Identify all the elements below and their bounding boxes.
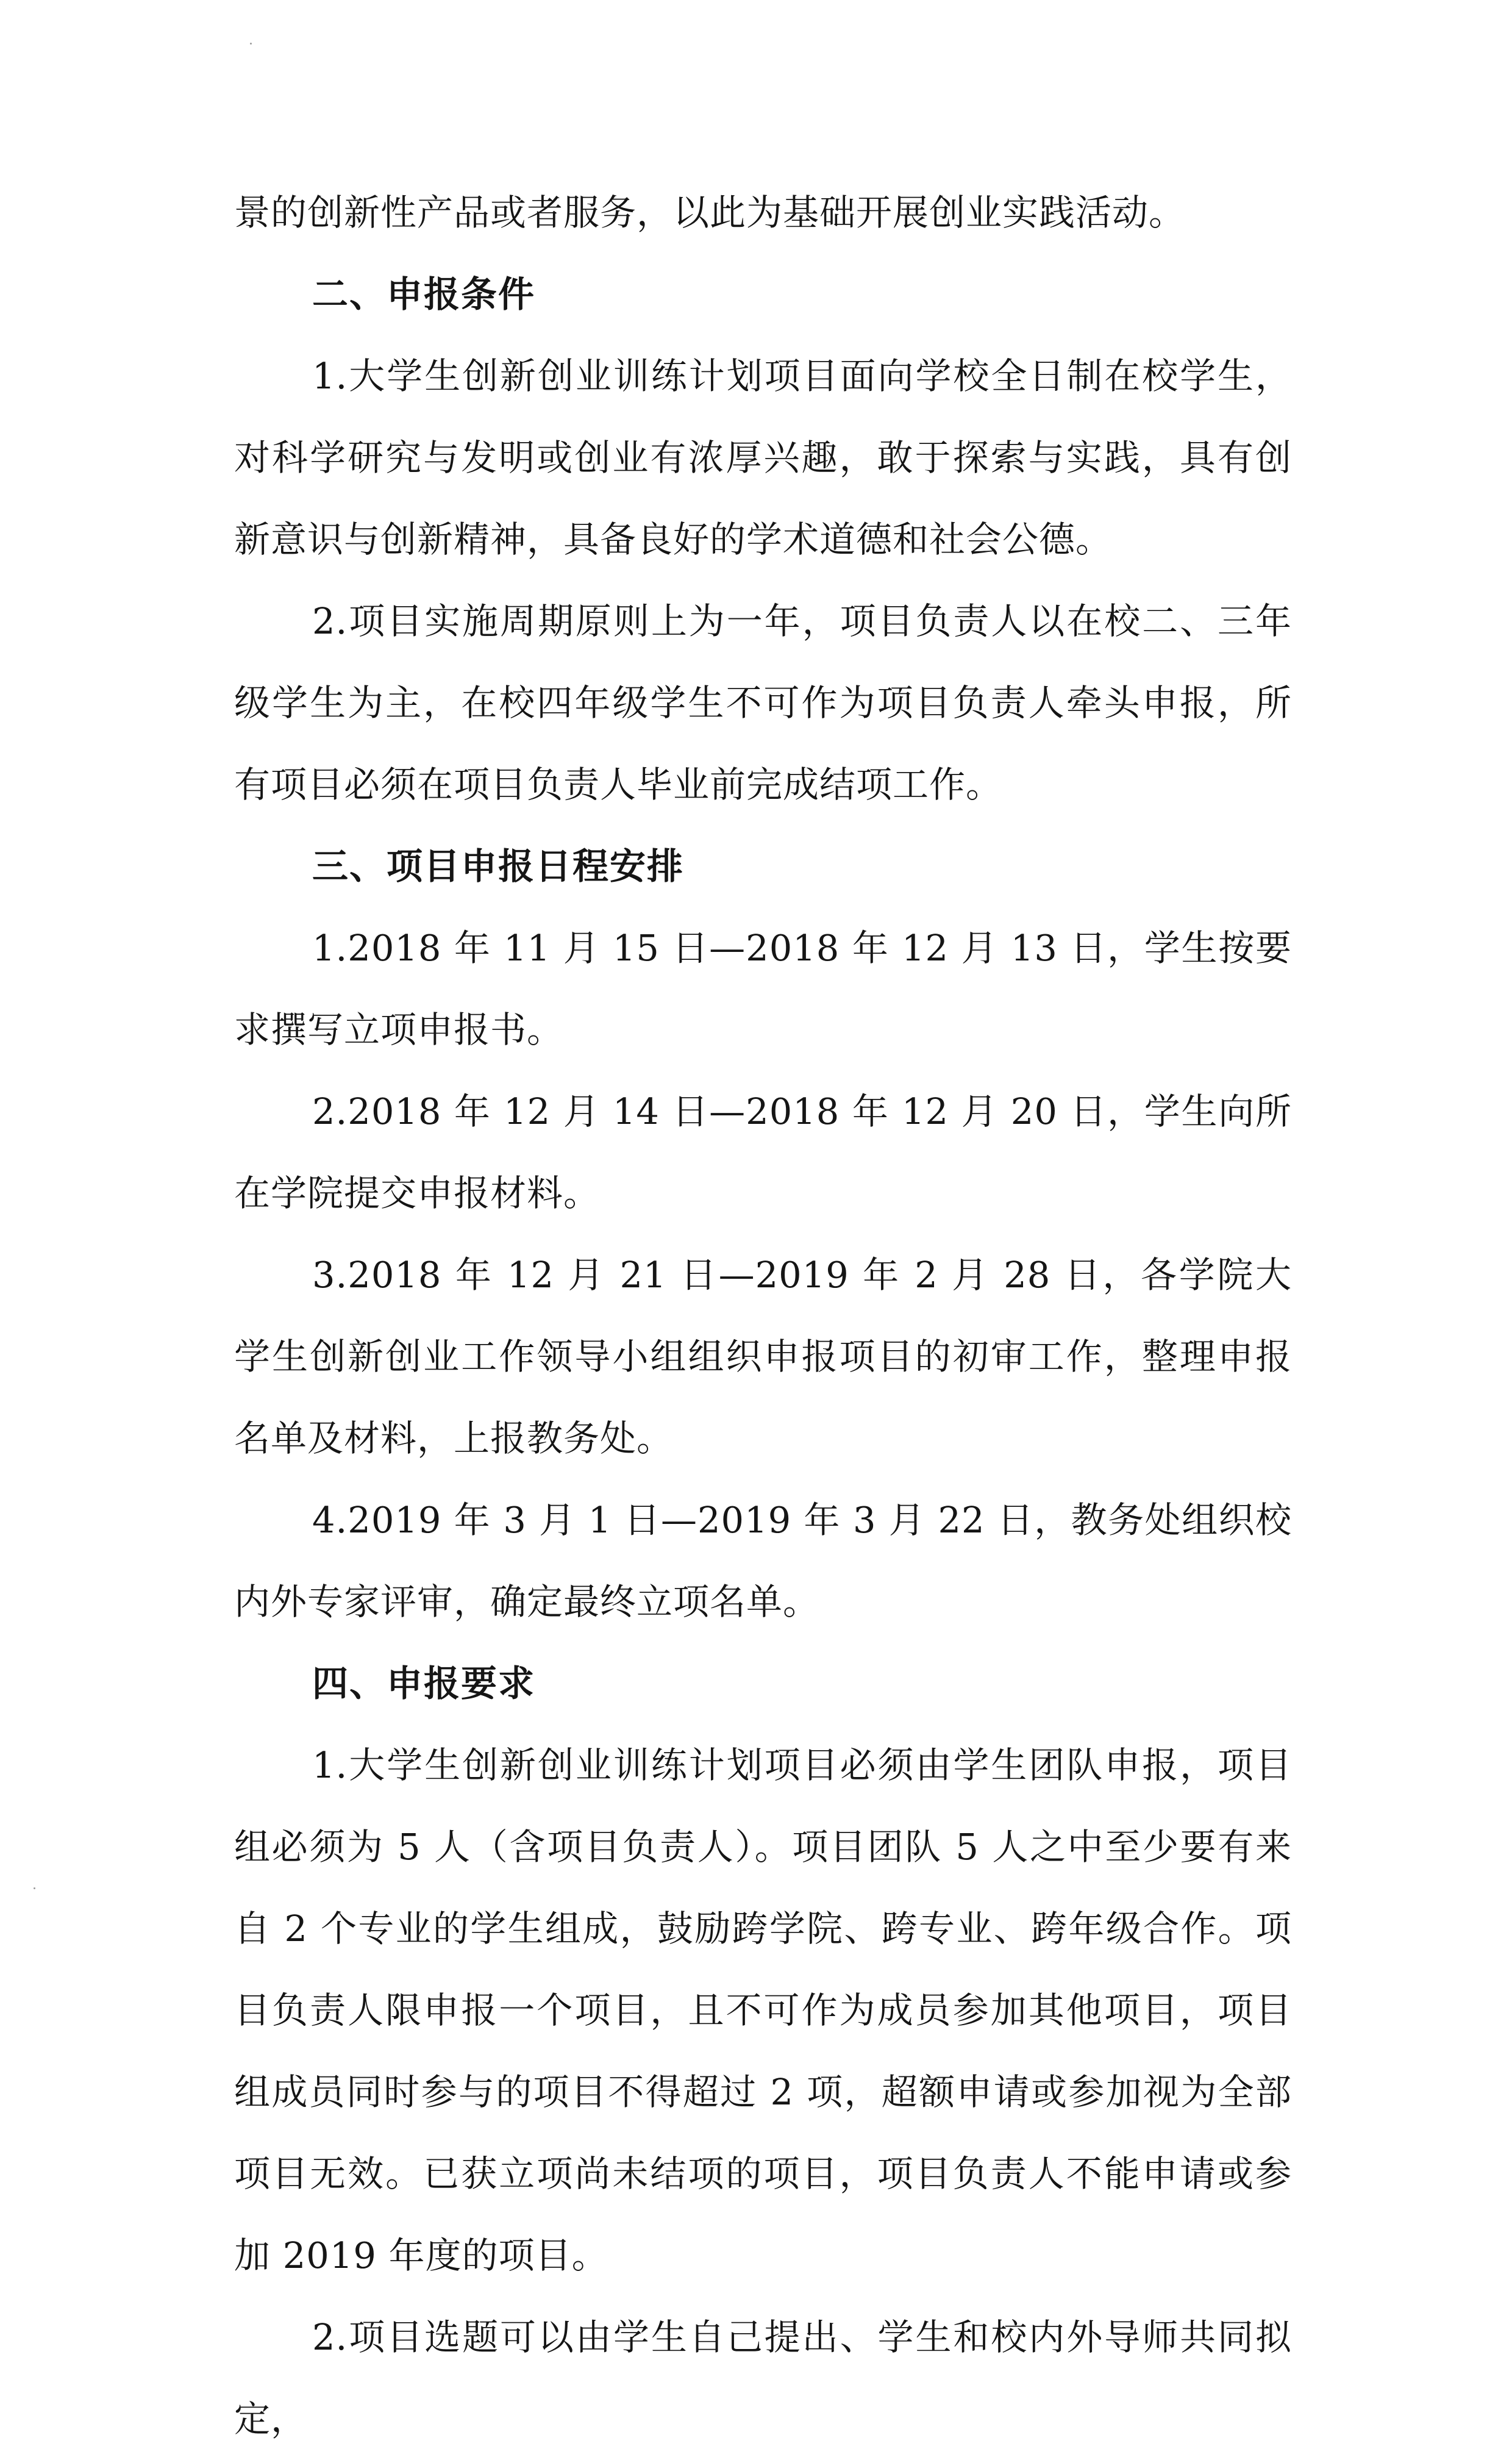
section-heading-application-conditions: 二、申报条件	[312, 273, 536, 315]
paragraph-condition-2: 2.项目实施周期原则上为一年，项目负责人以在校二、三年级学生为主，在校四年级学生不可作为项目负责人牵头申报，所有项目必须在项目负责人毕业前完成结项工作。	[234, 600, 1292, 806]
paragraph-schedule-4: 4.2019 年 3 月 1 日—2019 年 3 月 22 日，教务处组织校内外专家评审，确定最终立项名单。	[234, 1499, 1292, 1623]
scan-speck	[34, 1887, 35, 1889]
section-heading-requirements: 四、申报要求	[312, 1662, 536, 1704]
scan-speck	[250, 43, 252, 45]
document-body	[234, 172, 1292, 2460]
section-heading-schedule: 三、项目申报日程安排	[312, 845, 685, 887]
paragraph-requirement-2: 2.项目选题可以由学生自己提出、学生和校内外导师共同拟定，	[234, 2316, 1292, 2440]
paragraph-schedule-3: 3.2018 年 12 月 21 日—2019 年 2 月 28 日，各学院大学生创新创业工作领导小组组织申报项目的初审工作，整理申报名单及材料，上报教务处。	[234, 1254, 1292, 1459]
paragraph-continuation: 景的创新性产品或者服务，以此为基础开展创业实践活动。	[234, 191, 1186, 234]
paragraph-schedule-1: 1.2018 年 11 月 15 日—2018 年 12 月 13 日，学生按要求撰写立项申报书。	[234, 927, 1292, 1051]
paragraph-schedule-2: 2.2018 年 12 月 14 日—2018 年 12 月 20 日，学生向所在学院提交申报材料。	[234, 1090, 1292, 1214]
paragraph-requirement-1: 1.大学生创新创业训练计划项目必须由学生团队申报，项目组必须为 5 人（含项目负责人）。项目团队 5 人之中至少要有来自 2 个专业的学生组成，鼓励跨学院、跨专业、跨年级合作。项目负责人限申报一个项目，且不可作为成员参加其他项目，项目组成员同时参与的项目不得超过 2 项，超额申请或参加视为全部项目无效。已获立项尚未结项的项目，项目负责人不能申请或参加 2019 年度的项目。	[234, 1744, 1292, 2276]
paragraph-condition-1: 1.大学生创新创业训练计划项目面向学校全日制在校学生，对科学研究与发明或创业有浓厚兴趣，敢于探索与实践，具有创新意识与创新精神，具备良好的学术道德和社会公德。	[234, 355, 1292, 560]
